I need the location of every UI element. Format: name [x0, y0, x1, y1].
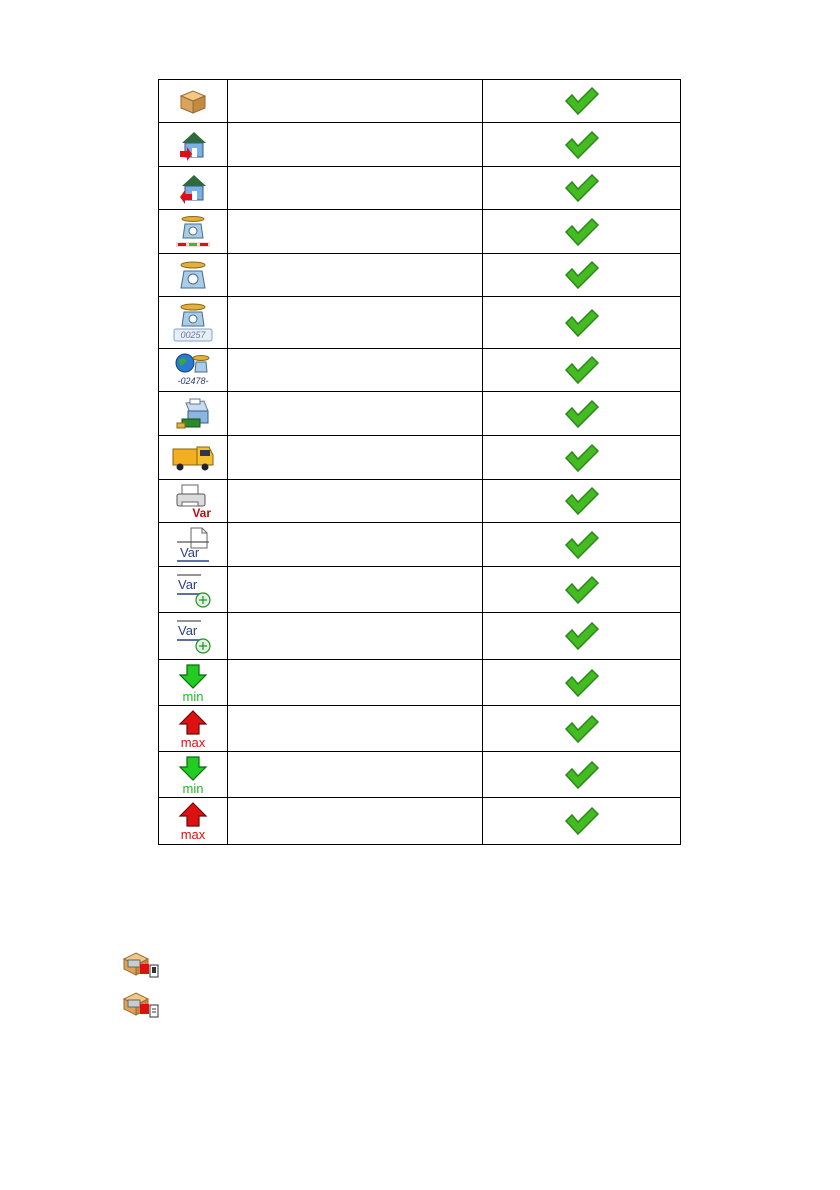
- icon-cell: [159, 297, 228, 349]
- row-label: [228, 613, 483, 660]
- check-cell[interactable]: [483, 523, 681, 567]
- table-row: [159, 706, 681, 752]
- table-row: [159, 523, 681, 567]
- row-label: [228, 80, 483, 123]
- check-cell[interactable]: [483, 798, 681, 845]
- table-row: [159, 297, 681, 349]
- check-cell[interactable]: [483, 706, 681, 752]
- check-cell[interactable]: [483, 480, 681, 523]
- table-row: [159, 123, 681, 167]
- row-label: [228, 210, 483, 254]
- globe-counter-icon: [171, 352, 215, 388]
- var-add-icon: [173, 616, 213, 656]
- row-label: [228, 123, 483, 167]
- var-badge: Var: [192, 506, 211, 519]
- icon-cell: [159, 798, 228, 845]
- checkmark-icon: [563, 217, 601, 247]
- var-add-icon: [173, 570, 213, 610]
- document-var-icon: [173, 526, 213, 564]
- check-cell[interactable]: [483, 167, 681, 210]
- check-cell[interactable]: [483, 123, 681, 167]
- checkmark-icon: [563, 355, 601, 385]
- icon-cell: [159, 123, 228, 167]
- checkmark-icon: [563, 760, 601, 790]
- row-label: [228, 523, 483, 567]
- scale-counter-icon: [171, 302, 215, 344]
- icon-cell: [159, 436, 228, 480]
- icon-cell: [159, 349, 228, 392]
- table-row: [159, 613, 681, 660]
- database-export-icon: [122, 951, 160, 979]
- printer-var-icon: [173, 483, 213, 519]
- max-badge: max: [180, 827, 206, 841]
- table-row: [159, 752, 681, 798]
- database-import-icon: [122, 991, 160, 1019]
- row-label: [228, 567, 483, 613]
- var-badge: Var: [180, 544, 200, 560]
- row-label: [228, 349, 483, 392]
- check-cell[interactable]: [483, 349, 681, 392]
- table-row: [159, 567, 681, 613]
- icon-cell: [159, 523, 228, 567]
- table-row: [159, 349, 681, 392]
- icon-cell: [159, 660, 228, 706]
- row-label: [228, 167, 483, 210]
- checkmark-icon: [563, 308, 601, 338]
- checkmark-icon: [563, 443, 601, 473]
- icon-cell: [159, 392, 228, 436]
- checkmark-icon: [563, 714, 601, 744]
- icon-cell: [159, 80, 228, 123]
- arrow-max-icon: [175, 709, 211, 749]
- table-row: [159, 480, 681, 523]
- check-cell[interactable]: [483, 436, 681, 480]
- icon-cell: [159, 480, 228, 523]
- checkmark-icon: [563, 806, 601, 836]
- row-label: [228, 798, 483, 845]
- arrow-min-icon: [175, 663, 211, 703]
- check-cell[interactable]: [483, 80, 681, 123]
- checkmark-icon: [563, 86, 601, 116]
- row-label: [228, 254, 483, 297]
- var-badge: Var: [178, 576, 198, 592]
- check-cell[interactable]: [483, 254, 681, 297]
- row-label: [228, 752, 483, 798]
- check-cell[interactable]: [483, 613, 681, 660]
- arrow-max-icon: [175, 801, 211, 841]
- icon-cell: [159, 752, 228, 798]
- icon-cell: [159, 567, 228, 613]
- scale-checkweigh-icon: [173, 214, 213, 250]
- checkmark-icon: [563, 621, 601, 651]
- check-cell[interactable]: [483, 392, 681, 436]
- row-label: [228, 297, 483, 349]
- table-row: [159, 436, 681, 480]
- row-label: [228, 480, 483, 523]
- icon-cell: [159, 613, 228, 660]
- table-row: [159, 167, 681, 210]
- checkmark-icon: [563, 575, 601, 605]
- box-icon: [178, 86, 208, 116]
- min-badge: min: [182, 780, 204, 795]
- table-row: [159, 210, 681, 254]
- counter-digits: 00257: [180, 329, 206, 340]
- check-cell[interactable]: [483, 297, 681, 349]
- checkmark-icon: [563, 399, 601, 429]
- checkmark-icon: [563, 260, 601, 290]
- house-in-icon: [178, 129, 208, 161]
- truck-icon: [171, 443, 215, 473]
- checkmark-icon: [563, 530, 601, 560]
- check-cell[interactable]: [483, 210, 681, 254]
- check-cell[interactable]: [483, 752, 681, 798]
- checkmark-icon: [563, 486, 601, 516]
- row-label: [228, 436, 483, 480]
- checkmark-icon: [563, 130, 601, 160]
- arrow-min-icon: [175, 755, 211, 795]
- permissions-table: [158, 79, 681, 845]
- row-label: [228, 706, 483, 752]
- icon-cell: [159, 706, 228, 752]
- row-label: [228, 392, 483, 436]
- row-label: [228, 660, 483, 706]
- table-row: [159, 392, 681, 436]
- check-cell[interactable]: [483, 660, 681, 706]
- table-row: [159, 798, 681, 845]
- globe-digits: -02478-: [177, 376, 209, 386]
- scale-icon: [176, 259, 210, 291]
- check-cell[interactable]: [483, 567, 681, 613]
- var-badge: Var: [178, 623, 198, 638]
- checkmark-icon: [563, 173, 601, 203]
- cash-register-icon: [174, 397, 212, 431]
- table-row: [159, 254, 681, 297]
- icon-cell: [159, 167, 228, 210]
- checkmark-icon: [563, 668, 601, 698]
- table-row: [159, 660, 681, 706]
- min-badge: min: [182, 688, 204, 703]
- max-badge: max: [180, 734, 206, 749]
- icon-cell: [159, 210, 228, 254]
- icon-cell: [159, 254, 228, 297]
- house-out-icon: [178, 172, 208, 204]
- table-row: [159, 80, 681, 123]
